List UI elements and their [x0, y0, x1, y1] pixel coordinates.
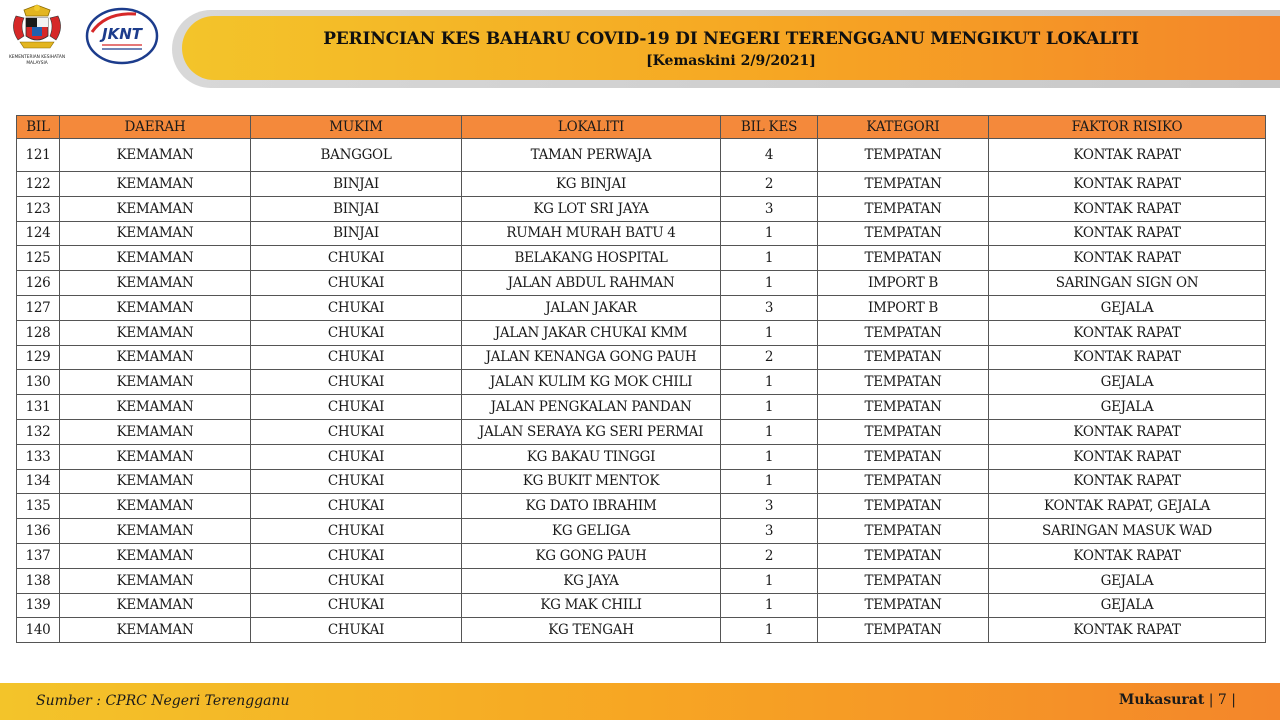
- cell-lokaliti: KG TENGAH: [462, 618, 721, 643]
- cell-mukim: CHUKAI: [251, 593, 462, 618]
- cell-bil-kes: 2: [721, 543, 818, 568]
- cell-daerah: KEMAMAN: [60, 370, 251, 395]
- cell-daerah: KEMAMAN: [60, 543, 251, 568]
- cell-kategori: TEMPATAN: [818, 593, 989, 618]
- moh-crest-logo: [6, 2, 68, 78]
- cell-bil: 140: [17, 618, 60, 643]
- table-row: [17, 469, 1266, 494]
- cell-lokaliti: RUMAH MURAH BATU 4: [462, 221, 721, 246]
- cell-daerah: KEMAMAN: [60, 172, 251, 197]
- cell-lokaliti: KG BAKAU TINGGI: [462, 444, 721, 469]
- cell-bil-kes: 1: [721, 370, 818, 395]
- column-header-faktor-risiko: FAKTOR RISIKO: [989, 116, 1266, 139]
- cell-daerah: KEMAMAN: [60, 139, 251, 172]
- cell-faktor-risiko: KONTAK RAPAT: [989, 139, 1266, 172]
- cell-faktor-risiko: KONTAK RAPAT: [989, 196, 1266, 221]
- cell-faktor-risiko: GEJALA: [989, 593, 1266, 618]
- cell-mukim: CHUKAI: [251, 271, 462, 296]
- column-header-kategori: KATEGORI: [818, 116, 989, 139]
- cell-lokaliti: JALAN JAKAR: [462, 295, 721, 320]
- cell-bil-kes: 1: [721, 469, 818, 494]
- cell-bil: 130: [17, 370, 60, 395]
- cell-faktor-risiko: KONTAK RAPAT, GEJALA: [989, 494, 1266, 519]
- cell-faktor-risiko: GEJALA: [989, 568, 1266, 593]
- cell-mukim: CHUKAI: [251, 370, 462, 395]
- cell-lokaliti: JALAN SERAYA KG SERI PERMAI: [462, 419, 721, 444]
- cell-mukim: CHUKAI: [251, 444, 462, 469]
- cell-faktor-risiko: KONTAK RAPAT: [989, 469, 1266, 494]
- column-header-bil: BIL: [17, 116, 60, 139]
- cell-faktor-risiko: GEJALA: [989, 395, 1266, 420]
- table-row: [17, 172, 1266, 197]
- page-label: Mukasurat: [1118, 692, 1205, 708]
- column-header-mukim: MUKIM: [251, 116, 462, 139]
- cell-daerah: KEMAMAN: [60, 618, 251, 643]
- table-row: [17, 593, 1266, 618]
- table-row: [17, 419, 1266, 444]
- cell-lokaliti: KG JAYA: [462, 568, 721, 593]
- cell-faktor-risiko: KONTAK RAPAT: [989, 419, 1266, 444]
- cell-faktor-risiko: KONTAK RAPAT: [989, 444, 1266, 469]
- cell-kategori: IMPORT B: [818, 295, 989, 320]
- table-row: [17, 246, 1266, 271]
- cell-bil-kes: 1: [721, 419, 818, 444]
- cell-daerah: KEMAMAN: [60, 519, 251, 544]
- table-body: [17, 139, 1266, 643]
- cell-kategori: TEMPATAN: [818, 345, 989, 370]
- table-header-row: [17, 116, 1266, 139]
- cell-lokaliti: KG DATO IBRAHIM: [462, 494, 721, 519]
- cell-bil: 131: [17, 395, 60, 420]
- cell-bil-kes: 3: [721, 519, 818, 544]
- column-header-lokaliti: LOKALITI: [462, 116, 721, 139]
- cell-bil-kes: 4: [721, 139, 818, 172]
- cell-kategori: TEMPATAN: [818, 419, 989, 444]
- cell-bil: 135: [17, 494, 60, 519]
- cell-bil: 139: [17, 593, 60, 618]
- cell-mukim: CHUKAI: [251, 618, 462, 643]
- table-row: [17, 139, 1266, 172]
- cell-bil: 121: [17, 139, 60, 172]
- cell-lokaliti: JALAN KULIM KG MOK CHILI: [462, 370, 721, 395]
- moh-logo-text: KEMENTERIAN KESIHATAN: [8, 55, 66, 60]
- page-number-value: | 7 |: [1208, 692, 1236, 708]
- cell-bil-kes: 1: [721, 221, 818, 246]
- page-title: PERINCIAN KES BAHARU COVID-19 DI NEGERI TERENGGANU MENGIKUT LOKALITI: [323, 29, 1139, 49]
- cell-kategori: TEMPATAN: [818, 395, 989, 420]
- cell-bil-kes: 3: [721, 295, 818, 320]
- cell-mukim: CHUKAI: [251, 469, 462, 494]
- cell-lokaliti: KG BINJAI: [462, 172, 721, 197]
- cell-daerah: KEMAMAN: [60, 568, 251, 593]
- cell-faktor-risiko: KONTAK RAPAT: [989, 345, 1266, 370]
- cell-faktor-risiko: SARINGAN SIGN ON: [989, 271, 1266, 296]
- cell-kategori: TEMPATAN: [818, 139, 989, 172]
- cell-lokaliti: JALAN PENGKALAN PANDAN: [462, 395, 721, 420]
- cell-lokaliti: KG BUKIT MENTOK: [462, 469, 721, 494]
- cell-kategori: TEMPATAN: [818, 172, 989, 197]
- cell-lokaliti: KG MAK CHILI: [462, 593, 721, 618]
- source-note: Sumber : CPRC Negeri Terengganu: [36, 693, 290, 709]
- cell-lokaliti: BELAKANG HOSPITAL: [462, 246, 721, 271]
- page-subtitle: [Kemaskini 2/9/2021]: [646, 53, 816, 69]
- table-row: [17, 494, 1266, 519]
- table-row: [17, 395, 1266, 420]
- cell-kategori: TEMPATAN: [818, 246, 989, 271]
- cell-kategori: TEMPATAN: [818, 519, 989, 544]
- cell-bil: 122: [17, 172, 60, 197]
- cell-daerah: KEMAMAN: [60, 419, 251, 444]
- cell-faktor-risiko: KONTAK RAPAT: [989, 543, 1266, 568]
- cell-daerah: KEMAMAN: [60, 196, 251, 221]
- cell-mukim: CHUKAI: [251, 568, 462, 593]
- cell-faktor-risiko: GEJALA: [989, 295, 1266, 320]
- table-row: [17, 271, 1266, 296]
- cell-bil-kes: 1: [721, 271, 818, 296]
- cell-kategori: TEMPATAN: [818, 320, 989, 345]
- cell-mukim: CHUKAI: [251, 494, 462, 519]
- cell-daerah: KEMAMAN: [60, 593, 251, 618]
- cell-bil: 126: [17, 271, 60, 296]
- cell-bil: 129: [17, 345, 60, 370]
- table-row: [17, 568, 1266, 593]
- cell-bil: 133: [17, 444, 60, 469]
- cell-bil-kes: 1: [721, 618, 818, 643]
- cell-mukim: CHUKAI: [251, 543, 462, 568]
- cell-kategori: TEMPATAN: [818, 494, 989, 519]
- cell-daerah: KEMAMAN: [60, 221, 251, 246]
- cell-mukim: BINJAI: [251, 172, 462, 197]
- cell-bil: 134: [17, 469, 60, 494]
- cell-kategori: IMPORT B: [818, 271, 989, 296]
- cell-bil-kes: 1: [721, 444, 818, 469]
- table-row: [17, 345, 1266, 370]
- cases-table: [16, 115, 1266, 643]
- page-number: [1119, 692, 1236, 708]
- cell-kategori: TEMPATAN: [818, 221, 989, 246]
- cell-daerah: KEMAMAN: [60, 295, 251, 320]
- cell-faktor-risiko: GEJALA: [989, 370, 1266, 395]
- cell-bil: 123: [17, 196, 60, 221]
- cell-mukim: CHUKAI: [251, 246, 462, 271]
- cell-bil: 124: [17, 221, 60, 246]
- cell-mukim: CHUKAI: [251, 519, 462, 544]
- cell-mukim: BINJAI: [251, 196, 462, 221]
- table-row: [17, 295, 1266, 320]
- cell-kategori: TEMPATAN: [818, 543, 989, 568]
- cell-faktor-risiko: KONTAK RAPAT: [989, 618, 1266, 643]
- cell-daerah: KEMAMAN: [60, 320, 251, 345]
- cell-bil-kes: 1: [721, 246, 818, 271]
- cell-lokaliti: KG GONG PAUH: [462, 543, 721, 568]
- cell-kategori: TEMPATAN: [818, 568, 989, 593]
- cell-daerah: KEMAMAN: [60, 345, 251, 370]
- cell-mukim: CHUKAI: [251, 395, 462, 420]
- table-row: [17, 444, 1266, 469]
- table-row: [17, 196, 1266, 221]
- cell-bil: 132: [17, 419, 60, 444]
- cell-bil: 125: [17, 246, 60, 271]
- cell-lokaliti: KG GELIGA: [462, 519, 721, 544]
- cell-faktor-risiko: KONTAK RAPAT: [989, 172, 1266, 197]
- cell-kategori: TEMPATAN: [818, 444, 989, 469]
- cell-daerah: KEMAMAN: [60, 494, 251, 519]
- cell-kategori: TEMPATAN: [818, 618, 989, 643]
- cell-bil-kes: 3: [721, 196, 818, 221]
- cell-lokaliti: JALAN JAKAR CHUKAI KMM: [462, 320, 721, 345]
- cell-daerah: KEMAMAN: [60, 469, 251, 494]
- cell-kategori: TEMPATAN: [818, 370, 989, 395]
- cell-daerah: KEMAMAN: [60, 271, 251, 296]
- cell-faktor-risiko: KONTAK RAPAT: [989, 320, 1266, 345]
- cell-faktor-risiko: KONTAK RAPAT: [989, 221, 1266, 246]
- svg-text:JKNT: JKNT: [102, 25, 142, 43]
- table-row: [17, 221, 1266, 246]
- cell-bil-kes: 2: [721, 345, 818, 370]
- cell-daerah: KEMAMAN: [60, 444, 251, 469]
- column-header-daerah: DAERAH: [60, 116, 251, 139]
- cell-kategori: TEMPATAN: [818, 469, 989, 494]
- cell-mukim: BINJAI: [251, 221, 462, 246]
- cell-daerah: KEMAMAN: [60, 395, 251, 420]
- cell-faktor-risiko: KONTAK RAPAT: [989, 246, 1266, 271]
- column-header-bil-kes: BIL KES: [721, 116, 818, 139]
- cell-faktor-risiko: SARINGAN MASUK WAD: [989, 519, 1266, 544]
- cell-lokaliti: JALAN KENANGA GONG PAUH: [462, 345, 721, 370]
- cell-bil: 127: [17, 295, 60, 320]
- cell-bil-kes: 1: [721, 593, 818, 618]
- table-row: [17, 370, 1266, 395]
- jknt-logo: [84, 6, 160, 66]
- cell-bil: 136: [17, 519, 60, 544]
- cell-bil-kes: 2: [721, 172, 818, 197]
- cell-bil-kes: 1: [721, 320, 818, 345]
- table-row: [17, 320, 1266, 345]
- cell-bil: 128: [17, 320, 60, 345]
- cell-mukim: CHUKAI: [251, 345, 462, 370]
- cell-lokaliti: TAMAN PERWAJA: [462, 139, 721, 172]
- cell-mukim: CHUKAI: [251, 320, 462, 345]
- cell-mukim: CHUKAI: [251, 295, 462, 320]
- cell-bil-kes: 3: [721, 494, 818, 519]
- cell-daerah: KEMAMAN: [60, 246, 251, 271]
- cell-bil: 138: [17, 568, 60, 593]
- cell-bil: 137: [17, 543, 60, 568]
- cell-bil-kes: 1: [721, 568, 818, 593]
- table-row: [17, 618, 1266, 643]
- cell-bil-kes: 1: [721, 395, 818, 420]
- cell-mukim: CHUKAI: [251, 419, 462, 444]
- svg-text:MALAYSIA: MALAYSIA: [26, 61, 48, 66]
- cell-kategori: TEMPATAN: [818, 196, 989, 221]
- table-row: [17, 543, 1266, 568]
- cell-lokaliti: KG LOT SRI JAYA: [462, 196, 721, 221]
- table-row: [17, 519, 1266, 544]
- cell-lokaliti: JALAN ABDUL RAHMAN: [462, 271, 721, 296]
- cell-mukim: BANGGOL: [251, 139, 462, 172]
